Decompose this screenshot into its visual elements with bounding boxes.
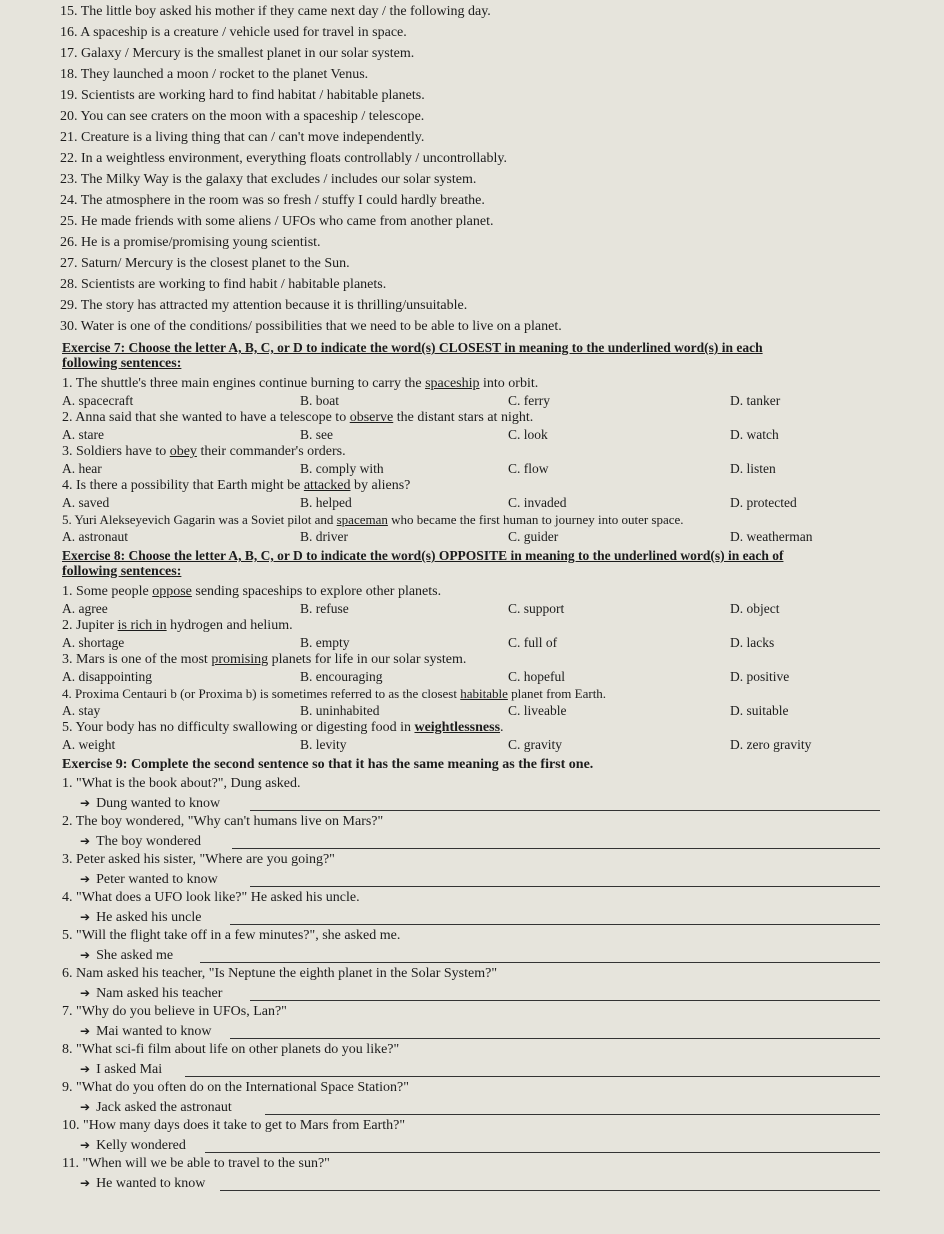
ex7-q5-option-a[interactable]: A. astronaut [62,529,128,544]
ex7-q4-option-c[interactable]: C. invaded [508,495,567,510]
ex9-answer-11-line[interactable] [220,1190,880,1191]
arrow-icon: ➔ [80,834,91,848]
ex8-question-4: 4. Proxima Centauri b (or Proxima b) is sometimes referred to as the closest habitable planet from Earth. [62,686,607,701]
list-item: 25. He made friends with some aliens / UFOs who came from another planet. [60,214,494,229]
list-item: 21. Creature is a living thing that can / can't move independently. [60,130,425,145]
ex9-answer-8-prompt: ➔ I asked Mai [80,1062,163,1077]
list-item: 26. He is a promise/promising young scientist. [60,235,321,250]
list-item: 19. Scientists are working hard to find habitat / habitable planets. [60,88,425,103]
arrow-icon: ➔ [80,986,91,1000]
ex9-answer-6-prompt: ➔ Nam asked his teacher [80,986,223,1001]
arrow-icon: ➔ [80,796,91,810]
ex7-q1-option-b[interactable]: B. boat [300,393,339,408]
list-item: 29. The story has attracted my attention because it is thrilling/unsuitable. [60,298,468,313]
exercise-7-title: Exercise 7: Choose the letter A, B, C, or D to indicate the word(s) CLOSEST in meaning to the underlined word(s) in each [62,340,763,355]
ex7-q3-option-c[interactable]: C. flow [508,461,549,476]
ex7-q4-option-b[interactable]: B. helped [300,495,352,510]
ex8-question-2: 2. Jupiter is rich in hydrogen and helium. [62,618,293,633]
ex7-q1-option-a[interactable]: A. spacecraft [62,393,134,408]
ex9-answer-11-prompt: ➔ He wanted to know [80,1176,206,1191]
list-item: 17. Galaxy / Mercury is the smallest planet in our solar system. [60,46,415,61]
ex9-question-8: 8. "What sci-fi film about life on other planets do you like?" [62,1042,400,1057]
ex9-question-11: 11. "When will we be able to travel to the sun?" [62,1156,330,1171]
ex7-question-2: 2. Anna said that she wanted to have a telescope to observe the distant stars at night. [62,410,534,425]
ex9-question-2: 2. The boy wondered, "Why can't humans live on Mars?" [62,814,384,829]
ex8-q3-option-a[interactable]: A. disappointing [62,669,152,684]
arrow-icon: ➔ [80,1100,91,1114]
ex9-answer-2-prompt: ➔ The boy wondered [80,834,202,849]
ex9-answer-1-prompt: ➔ Dung wanted to know [80,796,221,811]
ex8-q4-option-c[interactable]: C. liveable [508,703,567,718]
ex9-answer-4-line[interactable] [230,924,880,925]
ex8-q3-option-d[interactable]: D. positive [730,669,790,684]
ex8-q2-option-a[interactable]: A. shortage [62,635,125,650]
ex7-question-5: 5. Yuri Alekseyevich Gagarin was a Soviet pilot and spaceman who became the first human to journey into outer space. [62,512,684,527]
list-item: 20. You can see craters on the moon with a spaceship / telescope. [60,109,425,124]
ex9-answer-5-line[interactable] [200,962,880,963]
ex7-question-4: 4. Is there a possibility that Earth might be attacked by aliens? [62,478,411,493]
list-item: 28. Scientists are working to find habit / habitable planets. [60,277,387,292]
arrow-icon: ➔ [80,910,91,924]
ex9-answer-7-line[interactable] [230,1038,880,1039]
ex7-q3-option-d[interactable]: D. listen [730,461,776,476]
ex7-q2-option-d[interactable]: D. watch [730,427,779,442]
ex9-question-4: 4. "What does a UFO look like?" He asked his uncle. [62,890,360,905]
ex9-answer-3-line[interactable] [250,886,880,887]
exercise-9-title: Exercise 9: Complete the second sentence so that it has the same meaning as the first one. [62,757,594,772]
list-item: 15. The little boy asked his mother if they came next day / the following day. [60,4,491,19]
arrow-icon: ➔ [80,948,91,962]
ex9-question-10: 10. "How many days does it take to get to Mars from Earth?" [62,1118,406,1133]
list-item: 30. Water is one of the conditions/ possibilities that we need to be able to live on a planet. [60,319,562,334]
ex9-answer-5-prompt: ➔ She asked me [80,948,174,963]
arrow-icon: ➔ [80,872,91,886]
ex7-question-1: 1. The shuttle's three main engines continue burning to carry the spaceship into orbit. [62,376,539,391]
ex9-answer-2-line[interactable] [232,848,880,849]
ex7-q4-option-d[interactable]: D. protected [730,495,797,510]
exercise-8-title: Exercise 8: Choose the letter A, B, C, or D to indicate the word(s) OPPOSITE in meaning to the underlined word(s) in each of [62,548,784,563]
arrow-icon: ➔ [80,1062,91,1076]
ex8-q5-option-c[interactable]: C. gravity [508,737,562,752]
ex8-question-5: 5. Your body has no difficulty swallowing or digesting food in weightlessness. [62,720,504,735]
ex9-question-7: 7. "Why do you believe in UFOs, Lan?" [62,1004,287,1019]
arrow-icon: ➔ [80,1176,91,1190]
ex7-q2-option-c[interactable]: C. look [508,427,548,442]
list-item: 16. A spaceship is a creature / vehicle used for travel in space. [60,25,407,40]
ex7-q1-option-c[interactable]: C. ferry [508,393,550,408]
list-item: 18. They launched a moon / rocket to the planet Venus. [60,67,369,82]
ex7-q5-option-c[interactable]: C. guider [508,529,559,544]
ex8-q2-option-c[interactable]: C. full of [508,635,558,650]
ex8-q1-option-c[interactable]: C. support [508,601,565,616]
ex9-answer-10-prompt: ➔ Kelly wondered [80,1138,186,1153]
ex8-q5-option-b[interactable]: B. levity [300,737,347,752]
list-item: 23. The Milky Way is the galaxy that excludes / includes our solar system. [60,172,477,187]
ex8-q2-option-b[interactable]: B. empty [300,635,350,650]
ex8-q5-option-d[interactable]: D. zero gravity [730,737,812,752]
ex9-answer-4-prompt: ➔ He asked his uncle [80,910,202,925]
ex9-answer-10-line[interactable] [205,1152,880,1153]
exercise-8-title-cont: following sentences: [62,564,182,579]
ex8-q5-option-a[interactable]: A. weight [62,737,116,752]
ex7-q4-option-a[interactable]: A. saved [62,495,110,510]
ex9-answer-9-prompt: ➔ Jack asked the astronaut [80,1100,232,1115]
ex7-q3-option-b[interactable]: B. comply with [300,461,384,476]
ex8-q4-option-d[interactable]: D. suitable [730,703,789,718]
ex9-answer-7-prompt: ➔ Mai wanted to know [80,1024,212,1039]
ex8-q2-option-d[interactable]: D. lacks [730,635,775,650]
ex9-answer-6-line[interactable] [250,1000,880,1001]
ex7-q2-option-b[interactable]: B. see [300,427,333,442]
ex7-q5-option-b[interactable]: B. driver [300,529,348,544]
ex9-question-9: 9. "What do you often do on the International Space Station?" [62,1080,409,1095]
ex8-question-1: 1. Some people oppose sending spaceships to explore other planets. [62,584,442,599]
ex8-q3-option-c[interactable]: C. hopeful [508,669,565,684]
ex9-answer-9-line[interactable] [265,1114,880,1115]
ex8-q4-option-a[interactable]: A. stay [62,703,101,718]
ex9-answer-1-line[interactable] [250,810,880,811]
ex8-q1-option-b[interactable]: B. refuse [300,601,349,616]
ex9-question-1: 1. "What is the book about?", Dung asked. [62,776,301,791]
ex7-q3-option-a[interactable]: A. hear [62,461,102,476]
ex8-q3-option-b[interactable]: B. encouraging [300,669,383,684]
ex9-question-5: 5. "Will the flight take off in a few minutes?", she asked me. [62,928,401,943]
ex9-question-3: 3. Peter asked his sister, "Where are you going?" [62,852,335,867]
ex8-question-3: 3. Mars is one of the most promising planets for life in our solar system. [62,652,467,667]
ex9-question-6: 6. Nam asked his teacher, "Is Neptune the eighth planet in the Solar System?" [62,966,498,981]
list-item: 24. The atmosphere in the room was so fresh / stuffy I could hardly breathe. [60,193,485,208]
ex8-q1-option-d[interactable]: D. object [730,601,780,616]
ex7-q5-option-d[interactable]: D. weatherman [730,529,813,544]
exercise-7-title-cont: following sentences: [62,356,182,371]
list-item: 22. In a weightless environment, everything floats controllably / uncontrollably. [60,151,507,166]
ex7-question-3: 3. Soldiers have to obey their commander's orders. [62,444,346,459]
list-item: 27. Saturn/ Mercury is the closest planet to the Sun. [60,256,350,271]
arrow-icon: ➔ [80,1024,91,1038]
arrow-icon: ➔ [80,1138,91,1152]
ex7-q2-option-a[interactable]: A. stare [62,427,104,442]
ex8-q4-option-b[interactable]: B. uninhabited [300,703,380,718]
ex9-answer-3-prompt: ➔ Peter wanted to know [80,872,218,887]
ex9-answer-8-line[interactable] [185,1076,880,1077]
ex8-q1-option-a[interactable]: A. agree [62,601,108,616]
ex7-q1-option-d[interactable]: D. tanker [730,393,781,408]
